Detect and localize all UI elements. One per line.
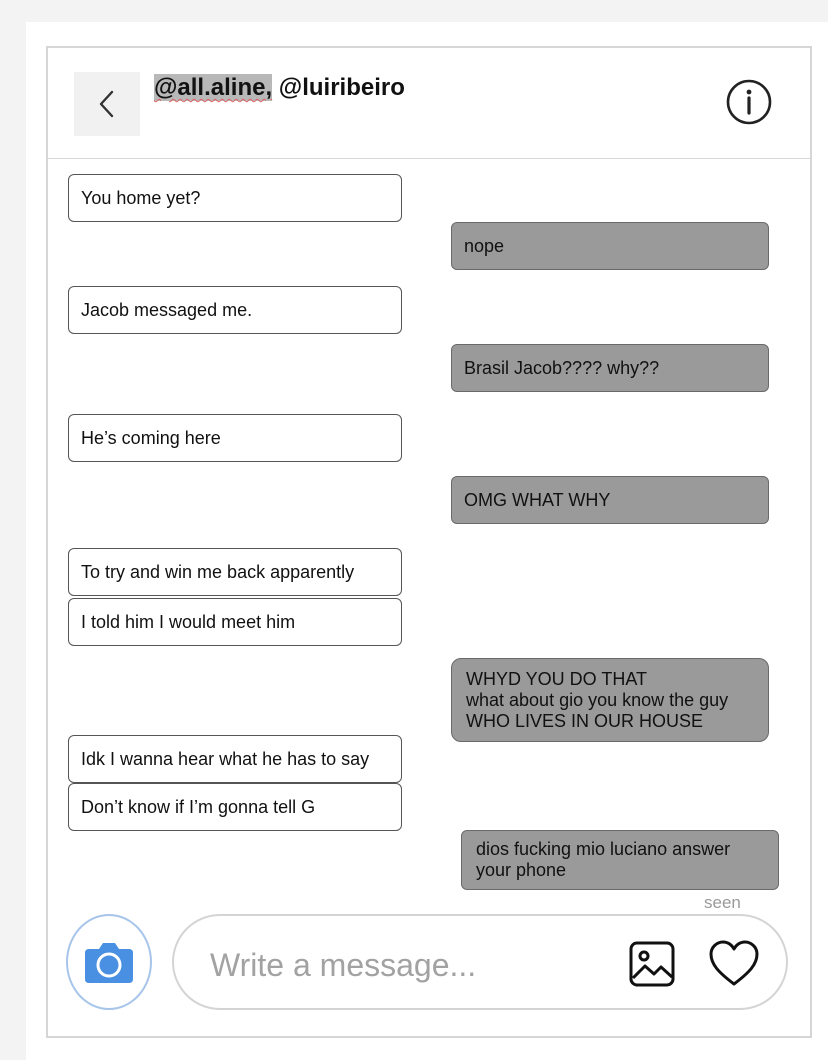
message-text: nope [464, 235, 505, 256]
message-text: WHYD YOU DO THAT [466, 668, 648, 689]
message-bubble-outgoing[interactable] [451, 344, 769, 392]
message-bubble-outgoing[interactable] [451, 658, 769, 742]
info-button[interactable] [725, 78, 773, 126]
message-text: You home yet? [81, 187, 201, 208]
image-icon [628, 940, 676, 988]
heart-icon [708, 938, 760, 990]
message-text: Idk I wanna hear what he has to say [81, 748, 370, 769]
message-text: I told him I would meet him [81, 611, 296, 632]
message-bubble-outgoing[interactable] [461, 830, 779, 890]
message-bubble-incoming[interactable] [68, 598, 402, 646]
message-input[interactable] [208, 942, 612, 988]
conversation-title [154, 74, 405, 102]
like-button[interactable] [708, 938, 760, 990]
message-text: He’s coming here [81, 427, 221, 448]
message-composer [172, 914, 788, 1010]
message-bubble-incoming[interactable] [68, 548, 402, 596]
message-text: WHO LIVES IN OUR HOUSE [466, 710, 704, 731]
message-bubble-incoming[interactable] [68, 286, 402, 334]
message-text: your phone [476, 860, 567, 880]
message-bubble-incoming[interactable] [68, 414, 402, 462]
message-text: OMG WHAT WHY [464, 489, 611, 510]
message-bubble-incoming[interactable] [68, 783, 402, 831]
gallery-button[interactable] [628, 940, 676, 988]
message-text: Brasil Jacob???? why?? [464, 357, 660, 378]
seen-indicator: seen [704, 893, 741, 912]
secondary-username[interactable]: @luiribeiro [278, 74, 405, 101]
back-button[interactable] [74, 72, 140, 136]
info-circle-icon [725, 78, 773, 126]
message-bubble-outgoing[interactable] [451, 222, 769, 270]
chevron-left-icon [97, 88, 117, 120]
chat-window [46, 46, 812, 1038]
message-text: To try and win me back apparently [81, 561, 355, 582]
camera-icon [83, 939, 135, 985]
camera-button[interactable] [66, 914, 152, 1010]
message-text: Jacob messaged me. [81, 299, 253, 320]
message-bubble-incoming[interactable] [68, 174, 402, 222]
message-text: what about gio you know the guy [466, 689, 729, 710]
message-text: dios fucking mio luciano answer [476, 839, 731, 859]
primary-username[interactable]: @all.aline, [154, 74, 273, 101]
message-text: Don’t know if I’m gonna tell G [81, 796, 316, 817]
chat-header [48, 48, 810, 159]
message-bubble-incoming[interactable] [68, 735, 402, 783]
message-bubble-outgoing[interactable] [451, 476, 769, 524]
